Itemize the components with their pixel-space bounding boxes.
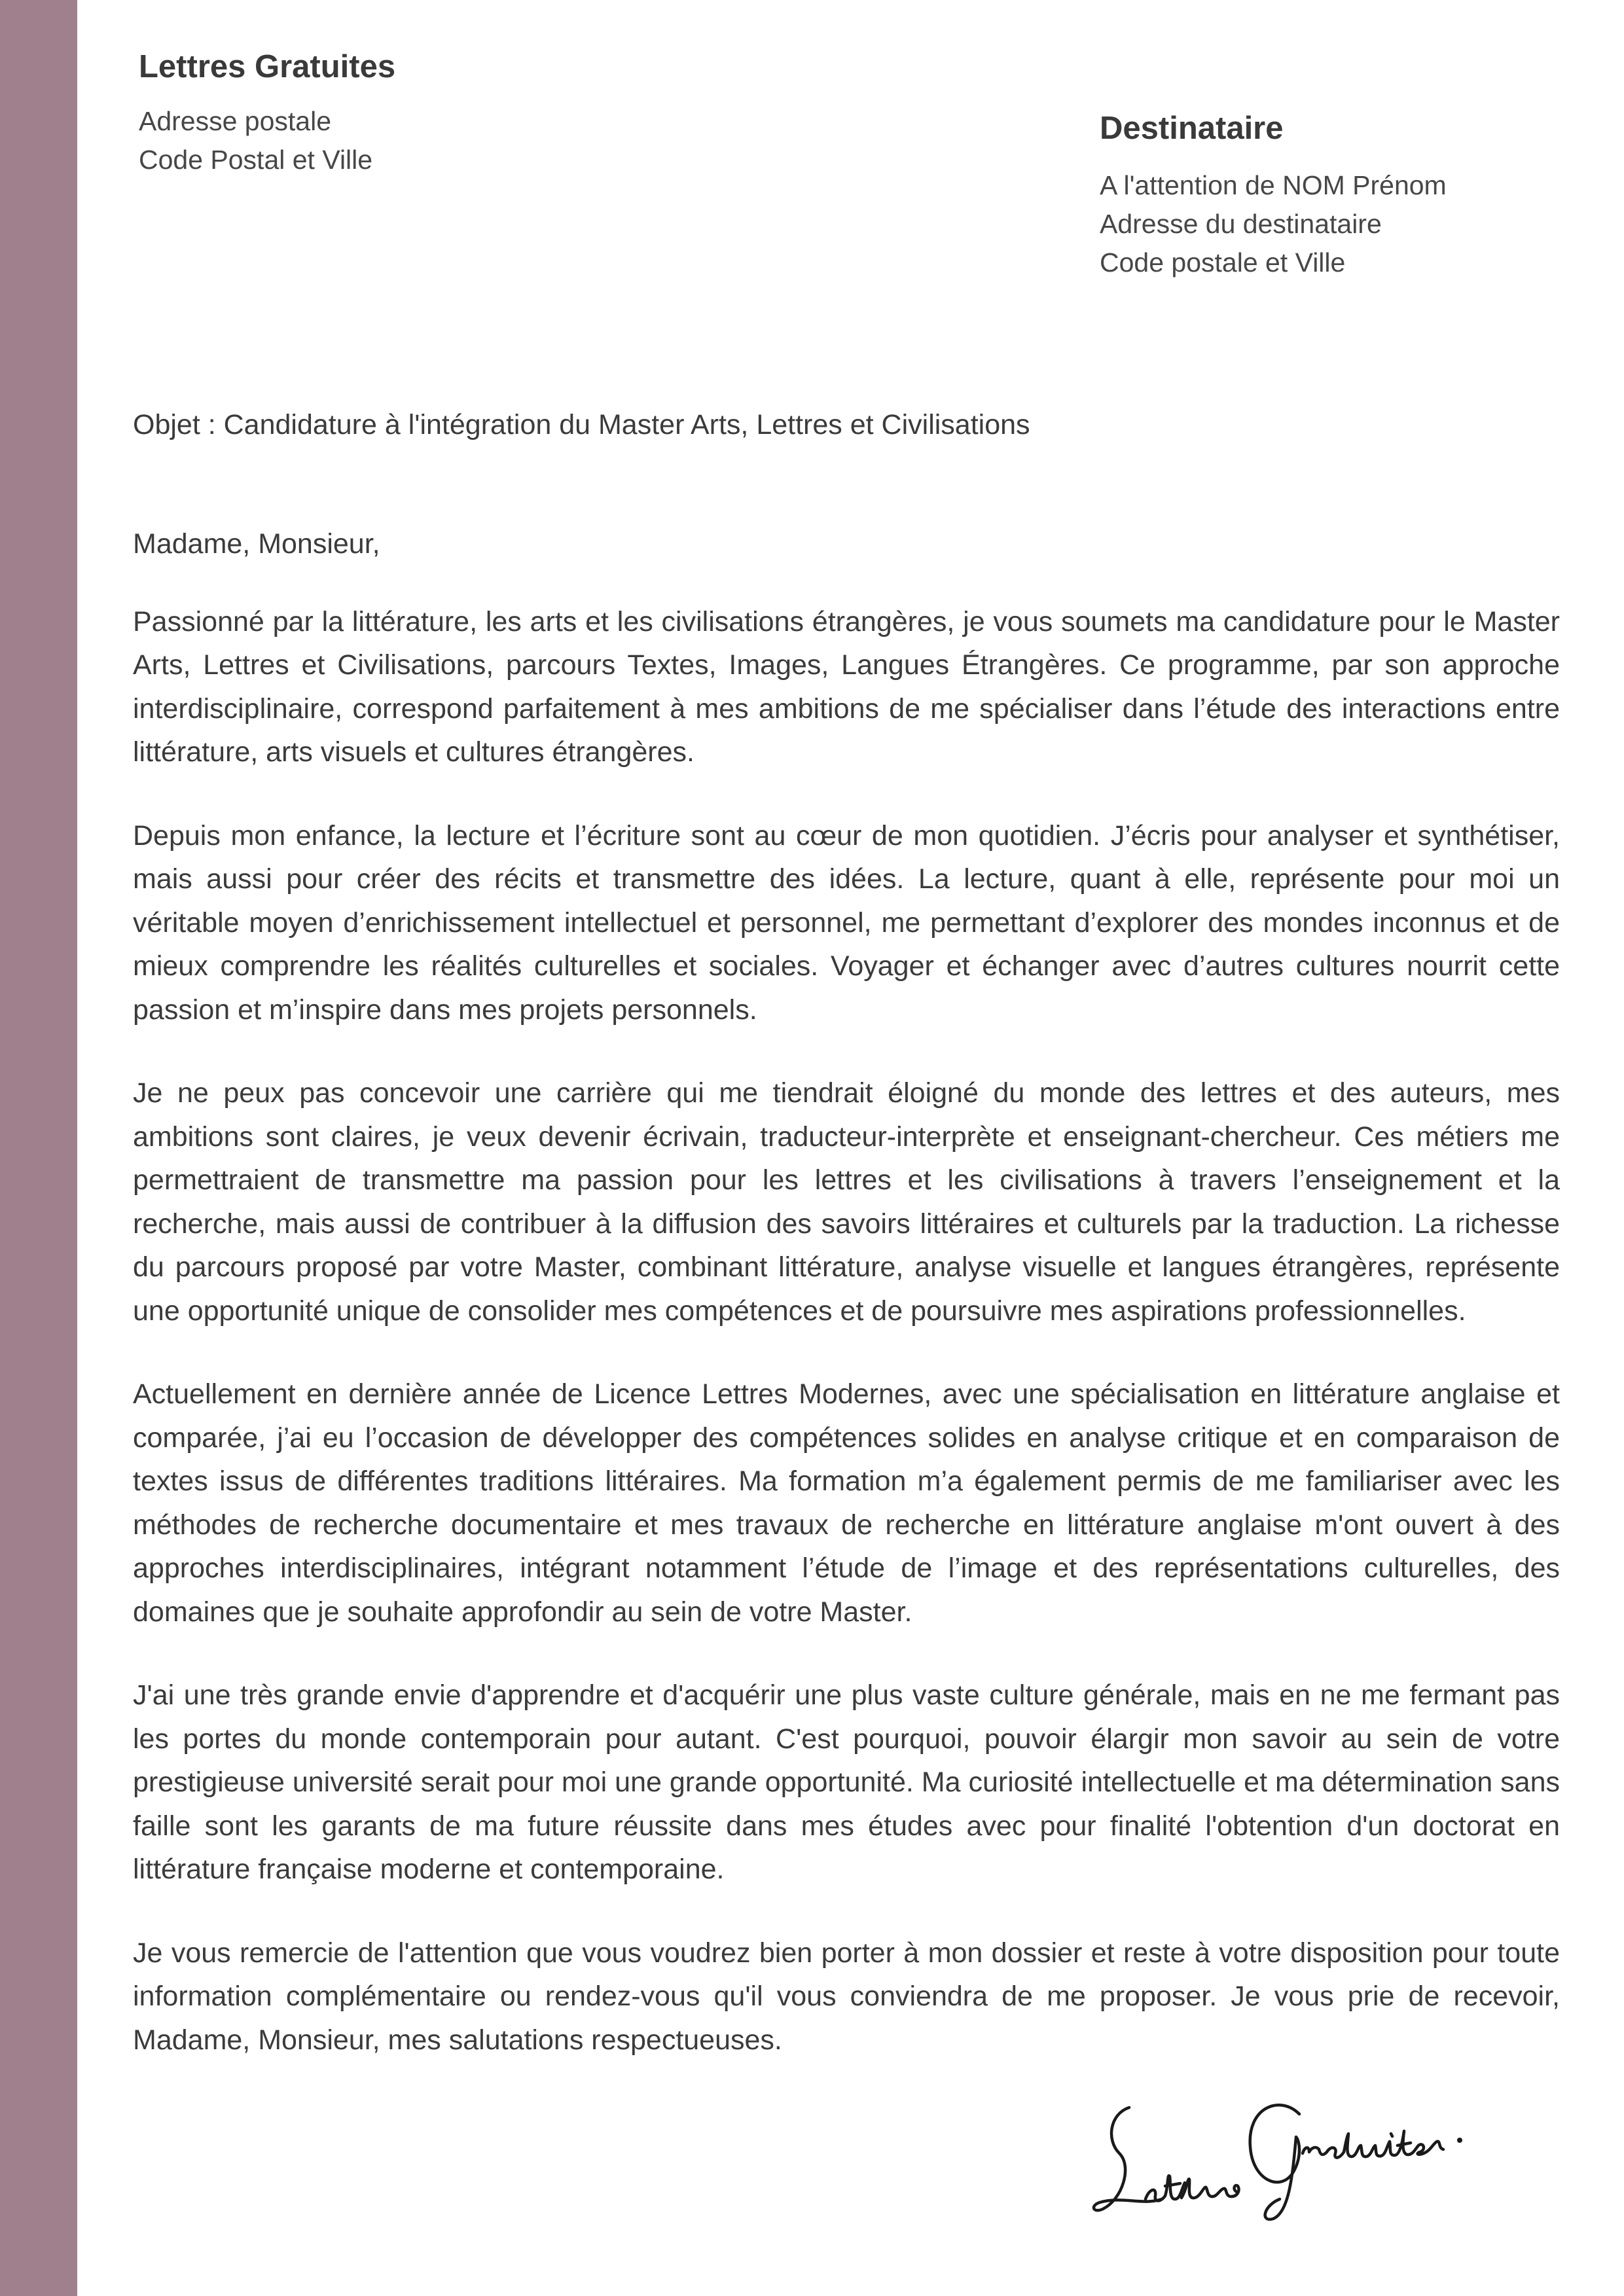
recipient-postal-city: Code postale et Ville (1100, 247, 1346, 278)
paragraph-6: Je vous remercie de l'attention que vous voudrez bien porter à mon dossier et reste à votre disposition pour toute information complémentaire ou rendez-vous qu'il vous conviendra de me proposer. Je vous prie de recevoir, Madame, Monsieur, mes salutations respectueuses. (133, 1937, 1560, 2056)
salutation: Madame, Monsieur, (133, 528, 380, 560)
recipient-title: Destinataire (1100, 111, 1284, 146)
paragraph-1: Passionné par la littérature, les arts et les civilisations étrangères, je vous soumets ma candidature pour le Master Arts, Lettres et Civilisations, parcours Textes, Images, Langues Étrangères. Ce programme, par son approche interdisciplinaire, correspond parfaitement à mes ambitions de me spécialiser dans l’étude des interactions entre littérature, arts visuels et cultures étrangères. (133, 605, 1560, 768)
paragraph-2: Depuis mon enfance, la lecture et l’écriture sont au cœur de mon quotidien. J’écris pour analyser et synthétiser, mais aussi pour créer des récits et transmettre des idées. La lecture, quant à elle, représente pour moi un véritable moyen d’enrichissement intellectuel et personnel, me permettant d’explorer des mondes inconnus et de mieux comprendre les réalités culturelles et sociales. Voyager et échanger avec d’autres cultures nourrit cette passion et m’inspire dans mes projets personnels. (133, 819, 1560, 1026)
sender-name: Lettres Gratuites (139, 49, 396, 84)
recipient-attention: A l'attention de NOM Prénom (1100, 170, 1447, 200)
handwritten-signature (1083, 2068, 1489, 2225)
recipient-block (1100, 107, 1558, 282)
sender-block (139, 46, 728, 179)
left-accent-bar (0, 0, 77, 2296)
sender-postal-city: Code Postal et Ville (139, 145, 373, 175)
recipient-address-line: Adresse du destinataire (1100, 209, 1382, 239)
paragraph-3: Je ne peux pas concevoir une carrière qui me tiendrait éloigné du monde des lettres et des auteurs, mes ambitions sont claires, je veux devenir écrivain, traducteur-interprète et enseignant-chercheur. Ces métiers me permettraient de transmettre ma passion pour les lettres et les civilisations à travers l’enseignement et la recherche, mais aussi de contribuer à la diffusion des savoirs littéraires et culturels par la traduction. La richesse du parcours proposé par votre Master, combinant littérature, analyse visuelle et langues étrangères, représente une opportunité unique de consolider mes compétences et de poursuivre mes aspirations professionnelles. (133, 1077, 1560, 1327)
paragraph-4: Actuellement en dernière année de Licence Lettres Modernes, avec une spécialisation en littérature anglaise et comparée, j’ai eu l’occasion de développer des compétences solides en analyse critique et en comparaison de textes issus de différentes traditions littéraires. Ma formation m’a également permis de me familiariser avec les méthodes de recherche documentaire et mes travaux de recherche en littérature anglaise m'ont ouvert à des approches interdisciplinaires, intégrant notamment l’étude de l’image et des représentations culturelles, des domaines que je souhaite approfondir au sein de votre Master. (133, 1378, 1560, 1628)
paragraph-5: J'ai une très grande envie d'apprendre et d'acquérir une plus vaste culture générale, mais en ne me fermant pas les portes du monde contemporain pour autant. C'est pourquoi, pouvoir élargir mon savoir au sein de votre prestigieuse université serait pour moi une grande opportunité. Ma curiosité intellectuelle et ma détermination sans faille sont les garants de ma future réussite dans mes études avec pour finalité l'obtention d'un doctorat en littérature française moderne et contemporaine. (133, 1679, 1560, 1885)
letter-body (133, 522, 1560, 2062)
letter-object: Objet : Candidature à l'intégration du Master Arts, Lettres et Civilisations (133, 409, 1030, 440)
sender-address-line: Adresse postale (139, 106, 332, 136)
